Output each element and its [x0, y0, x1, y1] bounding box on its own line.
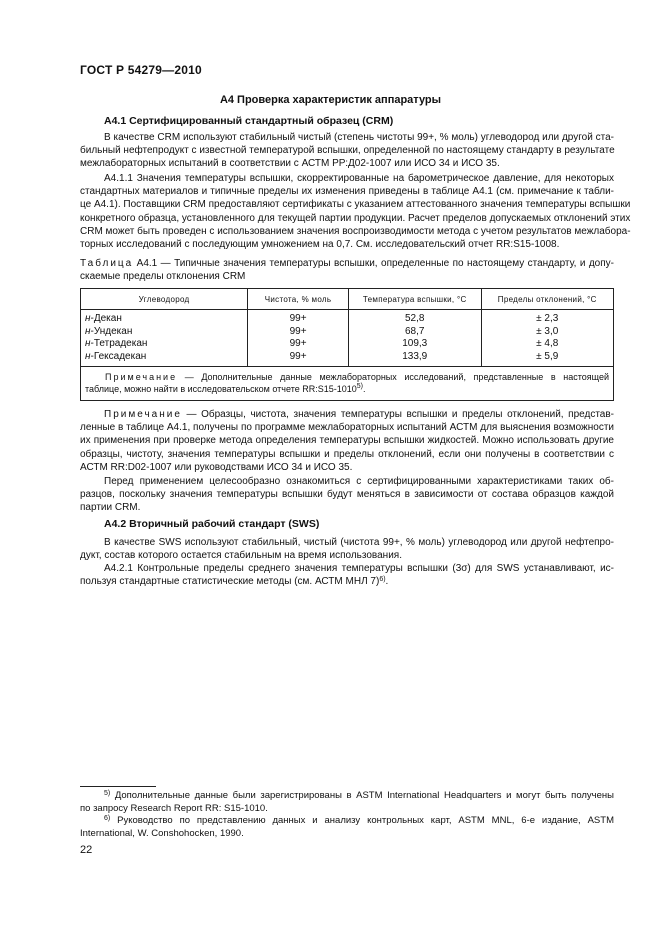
- footnote-6: [80, 815, 614, 840]
- text-line: CRM может быть проведен с использованием значения воспроизводимости метода с учетом результатов межлабора-: [80, 225, 631, 237]
- footnote-ref: 5): [356, 383, 363, 390]
- table-caption: [80, 257, 614, 283]
- text-line: В качестве CRM используют стабильный чистый (степень чистоты 99+, % моль) углеводород или другой ста-: [104, 132, 614, 143]
- text-line: АСТМ RR:D02-1007 или руководствами ИСО 34 и ИСО 35.: [80, 461, 353, 473]
- column-header: Температура вспышки, °С: [348, 289, 481, 310]
- table-row: н-Гексадекан: [85, 350, 147, 362]
- text-line: А4.1.1 Значения температуры вспышки, скорректированные на барометрическое давление, для некоторых: [104, 173, 614, 184]
- text-line: образцы, чистоту, значения температуры вспышки и пределы отклонений, если они получены в соответствии с: [80, 448, 614, 460]
- document-header: ГОСТ Р 54279—2010: [80, 63, 202, 77]
- table-note-row: [81, 367, 614, 401]
- footnote-5: [80, 790, 614, 815]
- column-header: Углеводород: [81, 289, 248, 310]
- table-header-row: [81, 289, 614, 310]
- a41-heading: А4.1 Сертифицированный стандартный образец (CRM): [104, 115, 394, 127]
- table-row: н-Ундекан: [85, 325, 133, 337]
- a42-heading: А4.2 Вторичный рабочий стандарт (SWS): [104, 518, 320, 530]
- text-line: International, W. Conshohocken, 1990.: [80, 827, 244, 839]
- text-line: разцов, поскольку значения температуры вспышки будут меняться в зависимости от состава образцов каждой: [80, 489, 614, 501]
- text-line: це А4.1). Поставщики CRM предоставляют сертификаты с указанием аттестованного значения температуры вспышки: [80, 199, 631, 211]
- table-note-line-2: таблице, можно найти в исследовательском отчете RR:S15-1010$^{5)}$.: [85, 383, 366, 394]
- text-line: стандартных материалов и типичные пределы их изменения приведены в таблице А4.1 (см. примечание к табли-: [80, 186, 614, 198]
- section-title: А4 Проверка характеристик аппаратуры: [219, 94, 442, 106]
- page-number: 22: [80, 844, 93, 856]
- text-line: партии CRM.: [80, 502, 141, 514]
- table-note: [81, 367, 614, 401]
- table-row: н-Декан: [85, 313, 122, 324]
- column-header: Чистота, % моль: [248, 289, 349, 310]
- note-label: Примечание: [104, 409, 182, 420]
- table-row: н-Тетрадекан: [85, 338, 148, 349]
- text-line: торных исследований с последующим умножением на 0,7. См. исследовательский отчет RR:S15-1008.: [80, 239, 560, 251]
- footnote-separator: [80, 786, 156, 787]
- deviation-limit-cell: ± 2,3 ± 3,0 ± 4,8 ± 5,9: [481, 310, 614, 367]
- text-line: конкретного образца, установленного для текущей партии продукции. Расчет пределов допускаемых отклонений этих: [80, 212, 631, 224]
- column-header: Пределы отклонений, °С: [481, 289, 614, 310]
- text-line: бильный нефтепродукт с известной температурой вспышки, определенной по настоящему стандарту в результате: [80, 145, 615, 157]
- footnote-ref: 6): [379, 576, 386, 584]
- a42-paragraph-1: [80, 536, 614, 562]
- flash-point-cell: 52,8 68,7 109,3 133,9: [348, 310, 481, 367]
- text-line: дукт, состав которого остается стабильным на время использования.: [80, 550, 402, 562]
- flash-point-table: [80, 288, 614, 401]
- table-caption-label: Таблица: [80, 258, 134, 269]
- text-line: $^{5)}$ Дополнительные данные были зарегистрированы в ASTM International Headquarters и могут быть получены: [104, 790, 614, 801]
- text-line: Примечание — Образцы, чистота, значения температуры вспышки и пределы отклонений, представ-: [104, 409, 614, 420]
- a41-paragraph-2: [80, 172, 631, 251]
- a41-paragraph-1: [80, 131, 614, 171]
- text-line: пользуя стандартные статистические методы (см. АСТМ МНЛ 7)$^{6)}$.: [80, 576, 389, 588]
- paragraph-before-use: [80, 475, 614, 515]
- text-line: В качестве SWS используют стабильный, чистый (чистота 99+, % моль) углеводород или другой нефтепро-: [104, 537, 614, 548]
- table-caption-line-1: Таблица А4.1 — Типичные значения температуры вспышки, определенные по настоящему стандарту, и допу-: [80, 258, 614, 269]
- text-line: их применения при проверке метода определения температуры вспышки жидкостей. Можно использовать другие: [80, 435, 614, 447]
- text-line: межлабораторных испытаний в соответствии с АСТМ РР:Д02-1007 или ИСО 34 и ИСО 35.: [80, 158, 500, 170]
- table-body-row: [81, 310, 614, 367]
- a42-paragraph-2: [80, 562, 614, 588]
- text-line: $^{6)}$ Руководство по представлению данных и анализу контрольных карт, ASTM MNL, 6-е издание, ASTM: [104, 815, 614, 826]
- table-note-line-1: Примечание — Дополнительные данные межлабораторных исследований, представленные в настоящей: [105, 372, 609, 382]
- text-line: по запросу Research Report RR: S15-1010.: [80, 802, 268, 814]
- text-line: ленные в таблице А4.1, получены по программе межлабораторных испытаний АСТМ для выяснения возможности: [80, 422, 614, 434]
- text-line: Перед применением целесообразно ознакомиться с сертифицированными характеристиками таких об-: [104, 476, 614, 487]
- text-line: А4.2.1 Контрольные пределы среднего значения температуры вспышки (3σ) для SWS устанавливают, ис-: [104, 563, 614, 574]
- table-caption-line-2: скаемые пределы отклонения CRM: [80, 271, 246, 283]
- note-paragraph: [80, 408, 614, 474]
- purity-cell: 99+ 99+ 99+ 99+: [248, 310, 349, 367]
- hydrocarbon-cell: [81, 310, 248, 367]
